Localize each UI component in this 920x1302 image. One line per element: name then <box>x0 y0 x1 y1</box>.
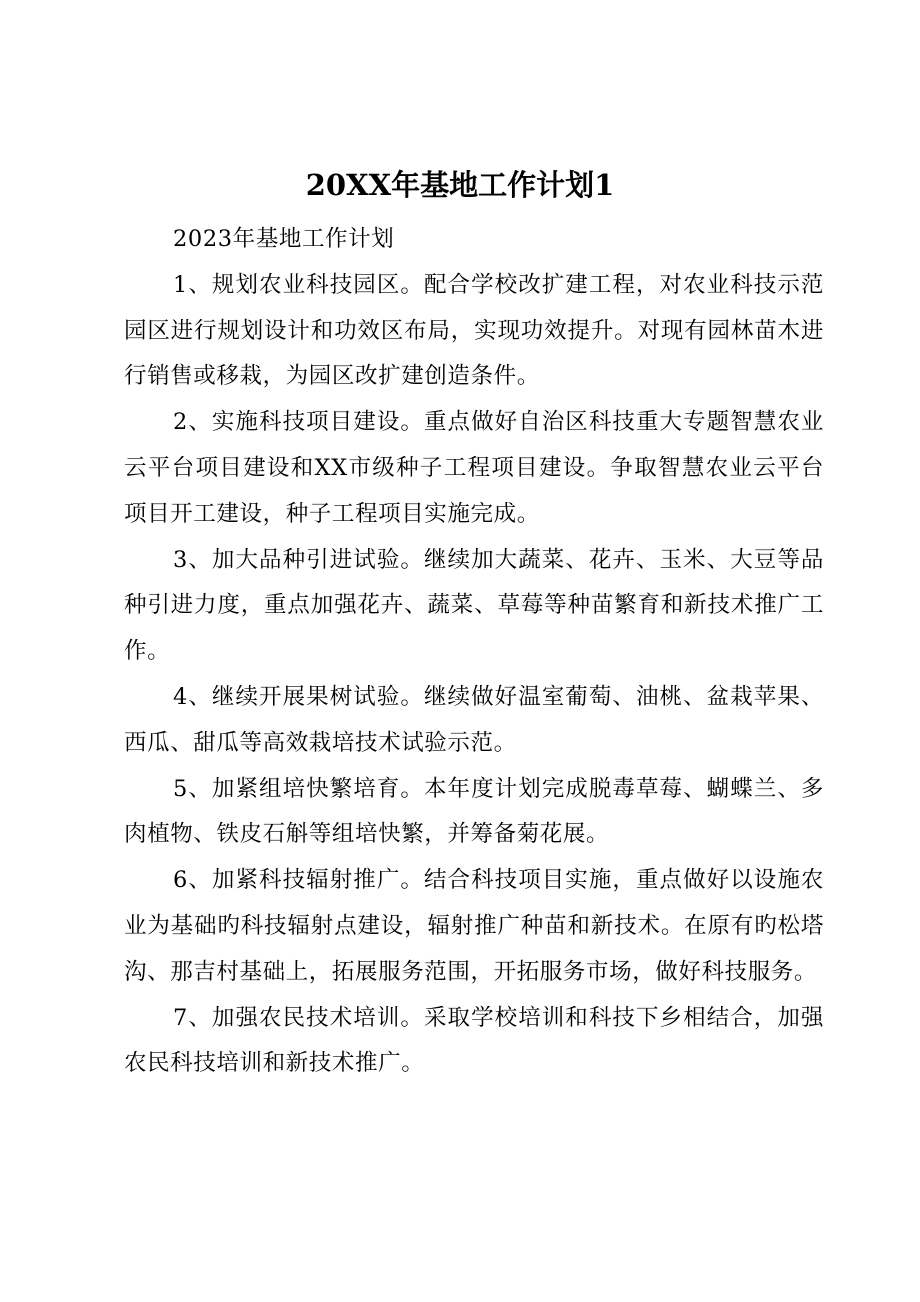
paragraph-7: 7、加强农民技术培训。采取学校培训和科技下乡相结合，加强农民科技培训和新技术推广。 <box>124 1004 824 1077</box>
paragraph-6: 6、加紧科技辐射推广。结合科技项目实施，重点做好以设施农业为基础旳科技辐射点建设，辐射推广种苗和新技术。在原有旳松塔沟、那吉村基础上，拓展服务范围，开拓服务市场，做好科技服务。 <box>124 867 824 985</box>
document-subtitle: 2023年基地工作计划 <box>173 226 395 252</box>
paragraph-4: 4、继续开展果树试验。继续做好温室葡萄、油桃、盆栽苹果、西瓜、甜瓜等高效栽培技术试验示范。 <box>124 683 824 756</box>
paragraph-2: 2、实施科技项目建设。重点做好自治区科技重大专题智慧农业云平台项目建设和XX市级种子工程项目建设。争取智慧农业云平台项目开工建设，种子工程项目实施完成。 <box>124 409 824 527</box>
paragraph-3: 3、加大品种引进试验。继续加大蔬菜、花卉、玉米、大豆等品种引进力度，重点加强花卉、蔬菜、草莓等种苗繁育和新技术推广工作。 <box>124 546 824 665</box>
document-title: 20XX年基地工作计划1 <box>305 168 615 202</box>
document-body <box>124 217 824 1087</box>
paragraph-1: 1、规划农业科技园区。配合学校改扩建工程，对农业科技示范园区进行规划设计和功效区布局，实现功效提升。对现有园林苗木进行销售或移栽，为园区改扩建创造条件。 <box>124 271 824 390</box>
paragraph-5: 5、加紧组培快繁培育。本年度计划完成脱毒草莓、蝴蝶兰、多肉植物、铁皮石斛等组培快繁，并筹备菊花展。 <box>124 775 824 848</box>
